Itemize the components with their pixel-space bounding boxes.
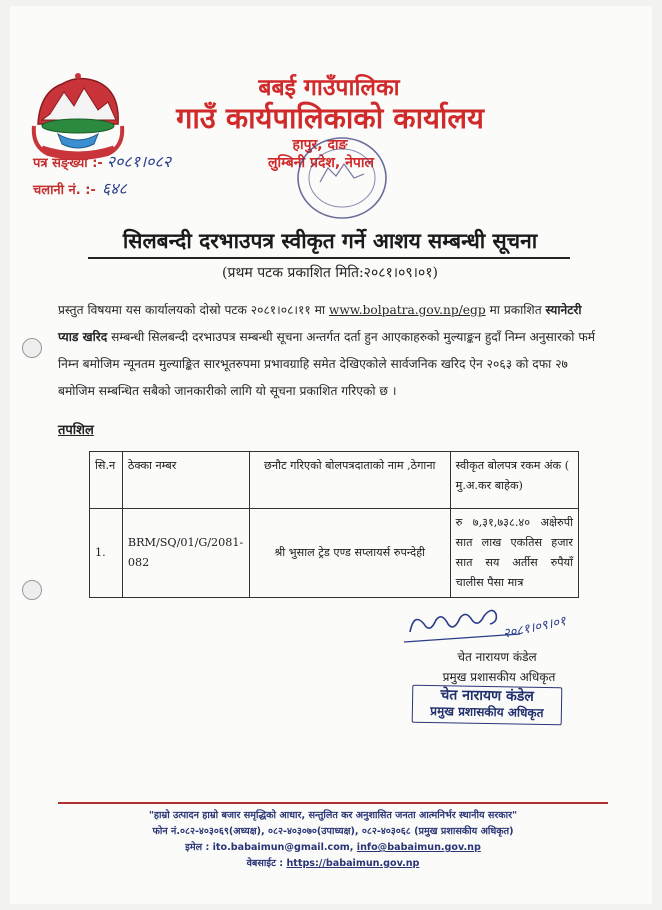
address-line-2: लुम्बिनी प्रदेश, नेपाल [268, 155, 374, 171]
cell-amount: रु ७,३१,७३८.४० अक्षेरुपी सात लाख एकतिस हजार सात सय अर्तीस रुपैयाँ चालीस पैसा मात्र [450, 509, 578, 598]
details-heading: तपशिल [58, 423, 94, 438]
cell-contract-no: BRM/SQ/01/G/2081-082 [122, 509, 249, 598]
stamp-name: चेत नारायण कंडेल [440, 687, 534, 705]
punch-hole [22, 338, 42, 358]
letter-number-label: पत्र सङ्ख्या :- [33, 156, 103, 171]
address-line-1: हापुर, दाङ [292, 137, 348, 153]
cell-sn: 1. [90, 509, 123, 598]
nepal-government-emblem-icon [28, 62, 128, 162]
body-text-3: सम्बन्धी सिलबन्दी दरभाउपत्र सम्बन्धी सूचना अन्तर्गत दर्ता हुन आएकाहरुको मुल्याङ्कन हुदाँ निम्न अनुसारको फर्म निम्न बमोजिम न्यूनतम मुल्याङ्कित सारभूतरुपमा प्रभावग्राहि समेत देखिएकोले सार्वजनिक खरिद ऐन २०६३ को दफा २७ बमोजिम सम्बन्धित सबैको जानकारीको लागि यो सूचना प्रकाशित गरिएको छ । [58, 330, 596, 398]
dispatch-number-label: चलानी नं. :- [33, 183, 96, 198]
website-label: वेबसाईट : [246, 858, 287, 869]
dispatch-number [33, 177, 127, 199]
signatory-designation: प्रमुख प्रशासकीय अधिकृत [442, 670, 556, 684]
egp-link[interactable]: www.bolpatra.gov.np/egp [328, 303, 486, 317]
signatory-name: चेत नारायण कंडेल [457, 650, 537, 664]
bid-table [89, 451, 579, 598]
notice-body [58, 297, 604, 405]
footer-slogan: "हाम्रो उत्पादन हाम्रो बजार समृद्धिको आधार, सन्तुलित कर अनुशासित जनता आत्मनिर्भर स्थानीय सरकार" [148, 810, 518, 821]
footer-email [60, 840, 606, 853]
table-header-row [90, 452, 579, 509]
header-amount: स्वीकृत बोलपत्र रकम अंक ( मु.अ.कर बाहेक) [450, 452, 578, 509]
letter-number-value: २०८१।०८२ [106, 152, 172, 171]
notice-subtitle: (प्रथम पटक प्रकाशित मिति:२०८१।०९।०१) [222, 265, 438, 281]
municipality-name: बबई गाउँपालिका [258, 75, 400, 101]
round-office-seal-icon [280, 130, 400, 226]
header-sn: सि.न [90, 452, 123, 509]
letter-number [33, 150, 171, 172]
procurement-item: स्यानेटरी प्याड खरिद [58, 303, 582, 344]
footer-website [60, 856, 606, 869]
designation-stamp [412, 685, 563, 726]
email-label: इमेल : [185, 842, 213, 853]
office-name: गाउँ कार्यपालिकाको कार्यालय [176, 101, 484, 135]
punch-hole [22, 580, 42, 600]
dispatch-number-value: ६४८ [101, 179, 127, 198]
signature-date: २०८१।०९।०१ [501, 613, 568, 642]
cell-bidder: श्री भुसाल ट्रेड एण्ड सप्लायर्स रुपन्देही [249, 509, 450, 598]
email-link-2[interactable]: info@babaimun.gov.np [356, 842, 481, 853]
header-contract-no: ठेक्का नम्बर [122, 452, 249, 509]
table-row [90, 509, 579, 598]
website-link[interactable]: https://babaimun.gov.np [286, 858, 420, 869]
email-link-1[interactable]: ito.babaimun@gmail.com [212, 842, 350, 853]
email-separator: , [349, 842, 357, 853]
handwritten-signature [400, 598, 580, 654]
body-text-1: प्रस्तुत विषयमा यस कार्यालयको दोस्रो पटक २०८१।०८।११ मा [58, 303, 329, 317]
footer-divider [58, 802, 608, 804]
stamp-designation: प्रमुख प्रशासकीय अधिकृत [430, 704, 544, 720]
header-bidder: छनौट गरिएको बोलपत्रदाताको नाम ,ठेगाना [249, 452, 450, 509]
notice-title: सिलबन्दी दरभाउपत्र स्वीकृत गर्ने आशय सम्बन्धी सूचना [122, 228, 538, 253]
body-text-2: मा प्रकाशित [485, 303, 546, 317]
footer-phone: फोन नं.०८२-४०३०६९(अध्यक्ष), ०८२-४०३०७०(उपाध्यक्ष), ०८२-४०३०६८ (प्रमुख प्रशासकीय अधिकृत) [152, 826, 514, 837]
title-underline [88, 257, 570, 259]
